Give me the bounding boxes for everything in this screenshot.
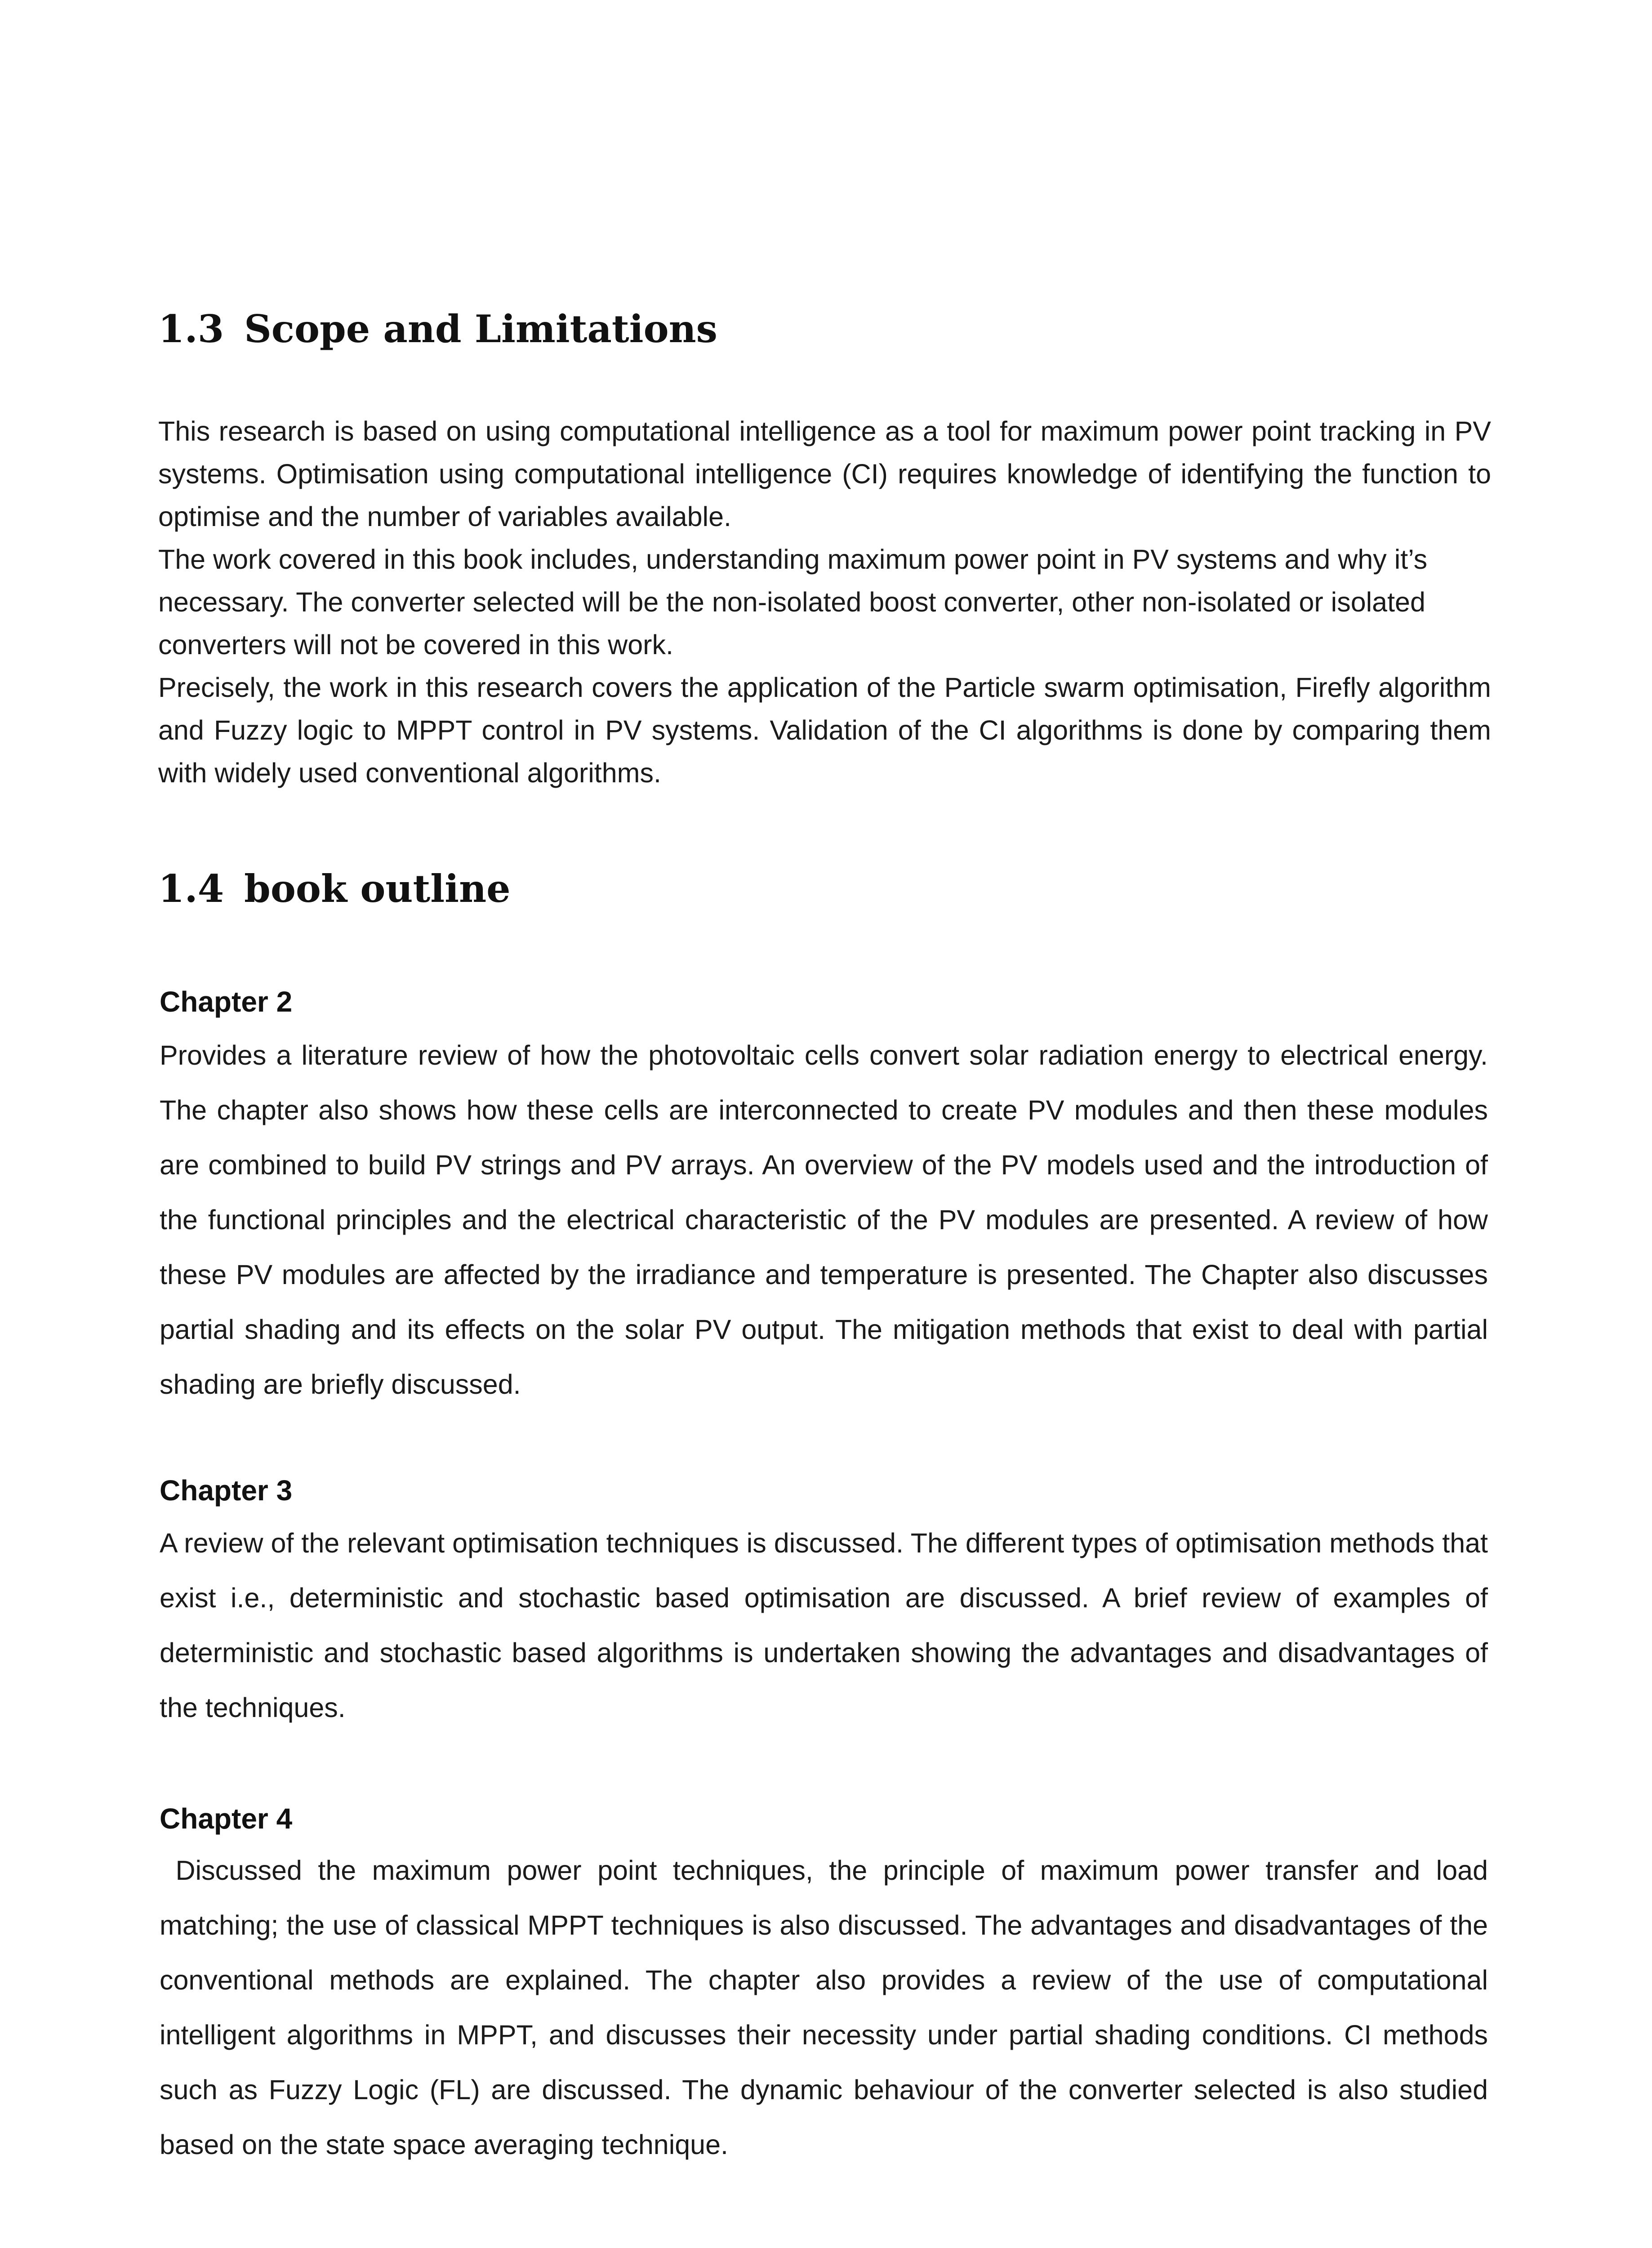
- chapter-2-summary: Provides a literature review of how the photovoltaic cells convert solar radiation energy to electrical energy. The chapter also shows how these cells are interconnected to create PV modules and then these modules are combined to build PV strings and PV arrays. An overview of the PV models used and the introduction of the functional principles and the electrical characteristic of the PV modules are presented. A review of how these PV modules are affected by the irradiance and temperature is presented. The Chapter also discusses partial shading and its effects on the solar PV output. The mitigation methods that exist to deal with partial shading are briefly discussed.: [160, 1040, 1488, 1400]
- section-title: Scope and Limitations: [244, 307, 717, 351]
- chapter-3-summary: A review of the relevant optimisation techniques is discussed. The different types of optimisation methods that exist i.e., deterministic and stochastic based optimisation are discussed. A brief review of examples of deterministic and stochastic based algorithms is undertaken showing the advantages and disadvantages of the techniques.: [160, 1528, 1488, 1723]
- section-title: book outline: [244, 866, 511, 911]
- section-heading-outline: [158, 866, 511, 911]
- chapter-4-heading: Chapter 4: [160, 1802, 293, 1835]
- scope-body: [158, 410, 1491, 794]
- chapter-3-heading: Chapter 3: [160, 1474, 293, 1507]
- paragraph: This research is based on using computational intelligence as a tool for maximum power point tracking in PV systems. Optimisation using computational intelligence (CI) requires knowledge of identifying the function to optimise and the number of variables available.: [158, 416, 1491, 532]
- chapter-2-heading: Chapter 2: [160, 986, 293, 1018]
- section-number: 1.3: [158, 307, 224, 351]
- section-heading-scope: [158, 307, 717, 351]
- paragraph: The work covered in this book includes, understanding maximum power point in PV systems and why it’s necessary. The converter selected will be the non-isolated boost converter, other non-isolated or isolated converters will not be covered in this work.: [158, 544, 1428, 660]
- paragraph: Precisely, the work in this research covers the application of the Particle swarm optimisation, Firefly algorithm and Fuzzy logic to MPPT control in PV systems. Validation of the CI algorithms is done by comparing them with widely used conventional algorithms.: [158, 672, 1491, 788]
- section-number: 1.4: [158, 866, 224, 911]
- chapter-4-summary: Discussed the maximum power point techniques, the principle of maximum power transfer and load matching; the use of classical MPPT techniques is also discussed. The advantages and disadvantages of the conventional methods are explained. The chapter also provides a review of the use of computational intelligent algorithms in MPPT, and discusses their necessity under partial shading conditions. CI methods such as Fuzzy Logic (FL) are discussed. The dynamic behaviour of the converter selected is also studied based on the state space averaging technique.: [160, 1855, 1496, 2160]
